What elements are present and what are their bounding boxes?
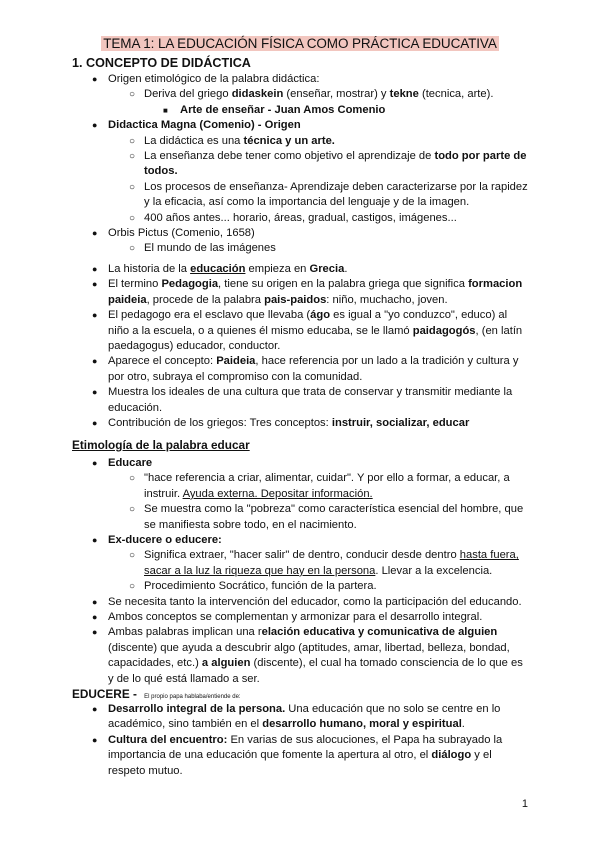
list-item: ○ La enseñanza debe tener como objetivo el aprendizaje de todo por parte de todos. bbox=[129, 150, 527, 178]
list-item: ● Ambos conceptos se complementan y armonizar para el desarrollo integral. bbox=[92, 611, 483, 624]
list-item: ● Contribución de los griegos: Tres conceptos: instruir, socializar, educar bbox=[92, 417, 470, 430]
list-item: ○ Se muestra como la "pobreza" como característica esencial del hombre, que se manifiesta sobre todo, en el nacimiento. bbox=[129, 503, 524, 531]
list-item: ● Cultura del encuentro: En varias de sus alocuciones, el Papa ha subrayado la importancia de una educación que fomente la apertura al otro, el diálogo y el respeto mutuo. bbox=[92, 733, 503, 777]
list-item: ● Didactica Magna (Comenio) - Origen bbox=[92, 119, 301, 132]
list-item: ○ El mundo de las imágenes bbox=[129, 242, 276, 255]
section1-list bbox=[0, 72, 600, 257]
list-item: ● El termino Pedagogia, tiene su origen en la palabra griega que significa formacion paideia, procede de la palabra pais-paidos: niño, muchacho, joven. bbox=[92, 278, 523, 306]
section1-list-b bbox=[0, 262, 600, 431]
list-item: ○ Procedimiento Socrático, función de la partera. bbox=[129, 580, 377, 593]
section-heading-etimologia: Etimología de la palabra educar bbox=[72, 438, 250, 452]
list-item: ● Muestra los ideales de una cultura que trata de conservar y transmitir mediante la educación. bbox=[92, 386, 513, 414]
document-title: TEMA 1: LA EDUCACIÓN FÍSICA COMO PRÁCTICA EDUCATIVA bbox=[103, 36, 497, 51]
list-item: ● La historia de la educación empieza en Grecia. bbox=[92, 263, 348, 275]
list-item: ● El pedagogo era el esclavo que llevaba (ágo es igual a "yo conduzco", educo) al niño a la escuela, o a quienes él mismo educaba, se le llamó paidagogós, (en latín paedagogus) educador, conductor. bbox=[92, 309, 523, 353]
list-item: ○ La didáctica es una técnica y un arte. bbox=[129, 134, 335, 147]
section-heading-concepto: 1. CONCEPTO DE DIDÁCTICA bbox=[72, 56, 251, 70]
list-item: ○ 400 años antes... horario, áreas, gradual, castigos, imágenes... bbox=[129, 211, 457, 224]
section3-list bbox=[0, 702, 600, 779]
section2-list bbox=[0, 456, 600, 687]
list-item: ● Orbis Pictus (Comenio, 1658) bbox=[92, 227, 255, 240]
list-item: ○ Deriva del griego didaskein (enseñar, mostrar) y tekne (tecnica, arte). bbox=[129, 88, 494, 101]
list-item: ○ Los procesos de enseñanza- Aprendizaje deben caracterizarse por la rapidez y la eficacia, así como la importancia del lenguaje y de la imagen. bbox=[129, 180, 528, 209]
list-item: ○ "hace referencia a criar, alimentar, cuidar". Y por ello a formar, a educar, a instruir. Ayuda externa. Depositar información. bbox=[129, 472, 510, 500]
list-item: ● Aparece el concepto: Paideia, hace referencia por un lado a la tradición y cultura y por otro, subraya el compromiso con la comunidad. bbox=[92, 355, 519, 383]
list-item: ● Desarrollo integral de la persona. Una educación que no solo se centre en lo académico, sino también en el desarrollo humano, moral y espiritual. bbox=[92, 703, 501, 731]
list-item: ○ Significa extraer, "hacer salir" de dentro, conducir desde dentro hasta fuera, sacar a la luz la riqueza que hay en la persona. Llevar a la excelencia. bbox=[129, 549, 519, 577]
list-item: ● Ex-ducere o educere: bbox=[92, 534, 222, 547]
section-heading-educere: EDUCERE - El propio papa hablaba/entiende de: bbox=[72, 687, 241, 701]
page-number: 1 bbox=[521, 798, 528, 810]
educere-note: El propio papa hablaba/entiende de: bbox=[144, 694, 241, 700]
list-item: ● Origen etimológico de la palabra didáctica: bbox=[92, 73, 320, 85]
list-item: ● Se necesita tanto la intervención del educador, como la participación del educando. bbox=[92, 595, 522, 608]
list-item: ● Educare bbox=[92, 457, 153, 469]
list-item: ● Ambas palabras implican una relación educativa y comunicativa de alguien (discente) que ayuda a descubrir algo (aptitudes, amar, libertad, belleza, bondad, capacidades, etc.) a alguien (discente), el cual ha tomado consciencia de lo que es y de lo qué está llamado a ser. bbox=[92, 626, 523, 685]
list-item: ■ Arte de enseñar - Juan Amos Comenio bbox=[163, 103, 386, 116]
